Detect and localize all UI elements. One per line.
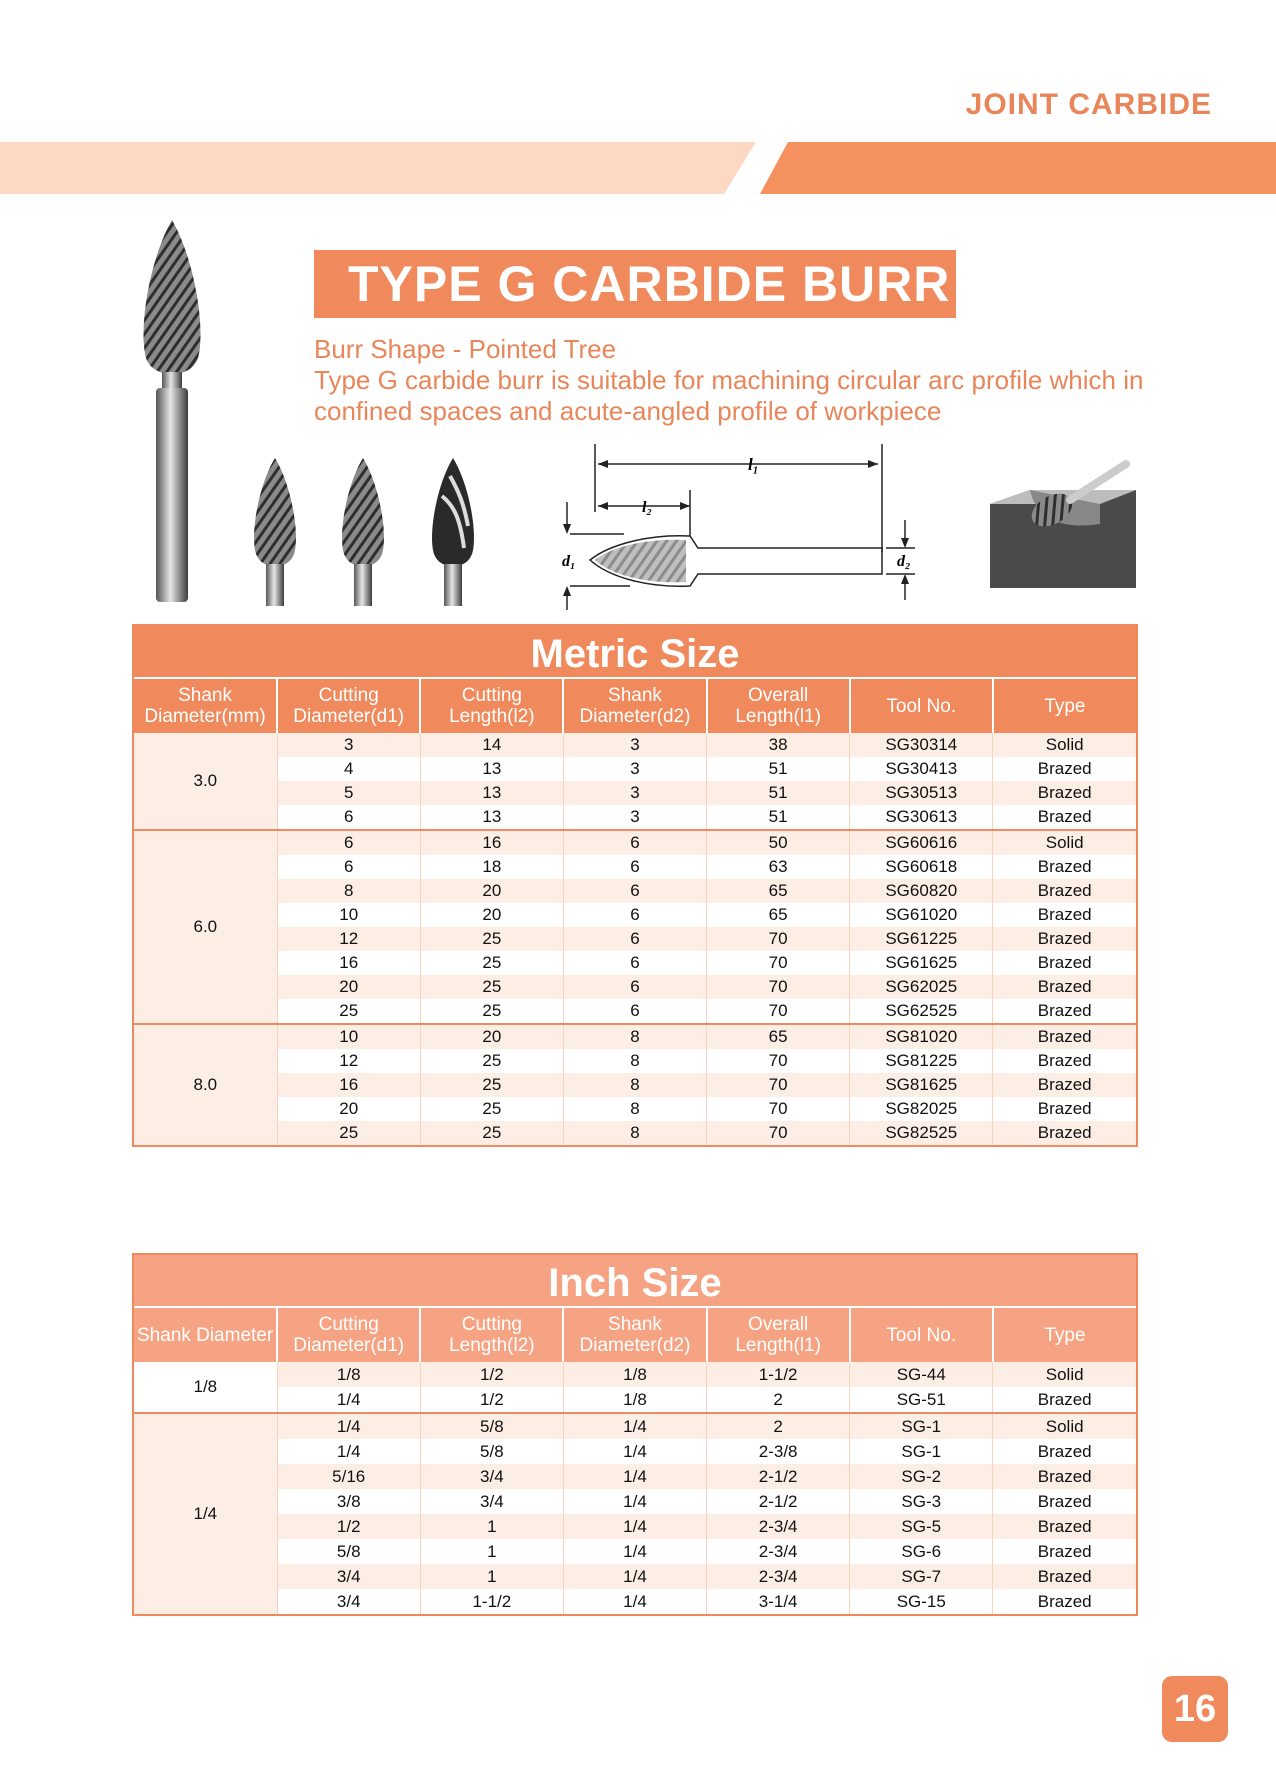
table-cell: 6 [563, 855, 706, 879]
table-cell: 2-3/4 [707, 1539, 850, 1564]
table-cell: 70 [707, 1121, 850, 1145]
inch-header-0: Shank Diameter [134, 1308, 277, 1362]
inch-header-5: Tool No. [850, 1308, 993, 1362]
metric-table-title: Metric Size [134, 626, 1136, 679]
table-cell: 65 [707, 1024, 850, 1049]
table-row [134, 1589, 1136, 1614]
table-cell: Brazed [993, 975, 1136, 999]
table-cell: 5 [277, 781, 420, 805]
table-cell: 18 [420, 855, 563, 879]
metric-header-1: Cutting Diameter(d1) [277, 679, 420, 733]
table-cell: 70 [707, 927, 850, 951]
table-cell: 13 [420, 805, 563, 830]
table-cell: 1/4 [563, 1439, 706, 1464]
table-cell: Brazed [993, 1121, 1136, 1145]
table-cell: 3 [563, 733, 706, 757]
table-cell: 70 [707, 951, 850, 975]
inch-header-3: Shank Diameter(d2) [563, 1308, 706, 1362]
table-cell: 1/4 [563, 1413, 706, 1439]
table-cell: 25 [420, 951, 563, 975]
table-cell: 2 [707, 1387, 850, 1413]
table-cell: Brazed [993, 1464, 1136, 1489]
table-cell: 1/8 [277, 1362, 420, 1387]
table-cell: 16 [277, 1073, 420, 1097]
table-cell: SG-51 [850, 1387, 993, 1413]
table-cell: Brazed [1037, 1541, 1092, 1561]
table-cell: Brazed [1037, 857, 1092, 876]
table-cell: 3-1/4 [707, 1589, 850, 1614]
table-cell: SG-44 [850, 1362, 993, 1387]
metric-header-3: Shank Diameter(d2) [563, 679, 706, 733]
table-cell: 3 [277, 733, 420, 757]
table-cell: Brazed [1037, 905, 1092, 924]
table-cell: 1/4 [563, 1489, 706, 1514]
table-cell: Brazed [993, 1564, 1136, 1589]
table-cell: 2-3/4 [707, 1564, 850, 1589]
table-cell: 1-1/2 [707, 1362, 850, 1387]
table-row [134, 1073, 1136, 1097]
label-d1: d₁ [562, 553, 576, 570]
table-cell: 5/16 [277, 1464, 420, 1489]
inch-header-2: Cutting Length(l2) [420, 1308, 563, 1362]
table-cell: 14 [420, 733, 563, 757]
table-cell: 70 [707, 1049, 850, 1073]
table-cell: SG-3 [850, 1489, 993, 1514]
description-line-1: Type G carbide burr is suitable for machining circular arc profile which in [314, 365, 1144, 395]
table-cell: Solid [993, 733, 1136, 757]
table-cell: 1/4 [277, 1439, 420, 1464]
small-burr-image-1 [246, 456, 304, 606]
table-cell: 50 [707, 830, 850, 855]
description [314, 334, 1214, 427]
inch-header-1: Cutting Diameter(d1) [277, 1308, 420, 1362]
table-cell: 8 [563, 1049, 706, 1073]
table-cell: 1/4 [563, 1539, 706, 1564]
table-cell: 20 [420, 1024, 563, 1049]
workpiece-illustration [990, 460, 1136, 588]
table-row [134, 781, 1136, 805]
table-cell: SG-1 [850, 1413, 993, 1439]
table-cell: 6 [563, 951, 706, 975]
burr-shape-text: Burr Shape - Pointed Tree [314, 334, 617, 364]
table-cell: SG62525 [850, 999, 993, 1024]
table-cell: Brazed [1037, 1491, 1092, 1511]
table-cell: 6 [277, 830, 420, 855]
table-cell: SG-6 [850, 1539, 993, 1564]
table-cell: 1/8 [563, 1387, 706, 1413]
table-cell: SG-7 [850, 1564, 993, 1589]
table-cell: 4 [277, 757, 420, 781]
table-cell: SG60618 [850, 855, 993, 879]
table-cell: 51 [707, 805, 850, 830]
table-cell: Brazed [993, 1073, 1136, 1097]
table-cell: SG30613 [850, 805, 993, 830]
table-row [134, 757, 1136, 781]
table-cell: 8 [563, 1024, 706, 1049]
label-l1: l₁ [748, 455, 759, 474]
description-line-2: confined spaces and acute-angled profile of workpiece [314, 396, 942, 426]
table-cell: SG60616 [850, 830, 993, 855]
table-cell: 1 [420, 1564, 563, 1589]
table-row [134, 1514, 1136, 1539]
table-cell: 3/4 [420, 1464, 563, 1489]
small-burr-image-2 [334, 456, 392, 606]
table-cell: 8 [563, 1073, 706, 1097]
shank-group-cell: 1/8 [134, 1362, 277, 1413]
table-row [134, 1464, 1136, 1489]
table-row [134, 951, 1136, 975]
table-cell: 3/4 [277, 1589, 420, 1614]
table-cell: 6 [563, 903, 706, 927]
table-row [134, 1413, 1136, 1439]
table-cell: 5/8 [277, 1539, 420, 1564]
table-cell: 12 [277, 1049, 420, 1073]
table-cell: 3 [563, 757, 706, 781]
table-cell: 65 [707, 879, 850, 903]
table-cell: 13 [420, 757, 563, 781]
header-band [0, 142, 1276, 194]
table-cell: SG-5 [850, 1514, 993, 1539]
table-row [134, 855, 1136, 879]
table-cell: SG81225 [850, 1049, 993, 1073]
large-burr-image [136, 218, 208, 604]
table-cell: 25 [420, 1097, 563, 1121]
shank-group-cell: 1/4 [134, 1413, 277, 1614]
table-cell: 1/4 [563, 1589, 706, 1614]
table-cell: 25 [420, 999, 563, 1024]
table-cell: 1/2 [420, 1387, 563, 1413]
table-cell: 2-1/2 [707, 1464, 850, 1489]
table-cell: Brazed [1037, 1051, 1092, 1070]
table-cell: 1/4 [277, 1387, 420, 1413]
table-cell: Brazed [993, 1024, 1136, 1049]
table-row [134, 733, 1136, 757]
table-cell: 6 [563, 830, 706, 855]
table-cell: Solid [993, 1413, 1136, 1439]
table-cell: SG-2 [850, 1464, 993, 1489]
table-row [134, 879, 1136, 903]
table-cell: SG82025 [850, 1097, 993, 1121]
table-cell: 70 [707, 999, 850, 1024]
table-cell: 25 [277, 1121, 420, 1145]
table-cell: SG61625 [850, 951, 993, 975]
table-cell: 2-3/8 [707, 1439, 850, 1464]
table-cell: Brazed [993, 781, 1136, 805]
table-cell: 16 [420, 830, 563, 855]
table-cell: Brazed [1037, 807, 1092, 826]
table-cell: 1-1/2 [420, 1589, 563, 1614]
table-cell: 3 [563, 781, 706, 805]
table-row [134, 1121, 1136, 1145]
table-cell: Brazed [993, 879, 1136, 903]
table-cell: 3/8 [277, 1489, 420, 1514]
table-cell: 51 [707, 757, 850, 781]
table-cell: SG62025 [850, 975, 993, 999]
table-cell: 25 [420, 1121, 563, 1145]
table-cell: Brazed [1037, 1001, 1092, 1020]
table-cell: SG30513 [850, 781, 993, 805]
table-cell: 25 [277, 999, 420, 1024]
table-cell: SG-1 [850, 1439, 993, 1464]
table-cell: 1/4 [563, 1464, 706, 1489]
table-row [134, 1439, 1136, 1464]
table-row [134, 830, 1136, 855]
inch-header-4: Overall Length(l1) [707, 1308, 850, 1362]
table-row [134, 927, 1136, 951]
table-row [134, 999, 1136, 1024]
inch-size-table [132, 1253, 1138, 1616]
table-cell: 38 [707, 733, 850, 757]
table-cell: 6 [277, 855, 420, 879]
table-cell: SG61225 [850, 927, 993, 951]
table-cell: 13 [420, 781, 563, 805]
dimension-diagram [550, 440, 930, 620]
table-row [134, 1097, 1136, 1121]
table-cell: 1 [420, 1539, 563, 1564]
table-cell: SG30314 [850, 733, 993, 757]
metric-size-table [132, 624, 1138, 1147]
table-cell: 10 [277, 1024, 420, 1049]
table-cell: 3/4 [420, 1489, 563, 1514]
table-cell: 6 [563, 975, 706, 999]
table-cell: Brazed [1037, 1099, 1092, 1118]
table-cell: 70 [707, 1097, 850, 1121]
table-cell: 1 [420, 1514, 563, 1539]
table-cell: SG61020 [850, 903, 993, 927]
table-cell: 8 [563, 1097, 706, 1121]
table-cell: 10 [277, 903, 420, 927]
metric-header-0: Shank Diameter(mm) [134, 679, 277, 733]
table-cell: Brazed [1037, 1389, 1092, 1409]
table-cell: 70 [707, 975, 850, 999]
table-cell: 6 [563, 879, 706, 903]
table-row [134, 805, 1136, 830]
table-cell: SG60820 [850, 879, 993, 903]
table-row [134, 1024, 1136, 1049]
table-cell: 6 [563, 927, 706, 951]
table-row [134, 1539, 1136, 1564]
table-cell: 20 [277, 975, 420, 999]
table-cell: 1/2 [420, 1362, 563, 1387]
label-d2: d₂ [897, 553, 911, 570]
table-row [134, 1387, 1136, 1413]
brand-name: JOINT CARBIDE [965, 88, 1212, 121]
table-cell: 6 [277, 805, 420, 830]
table-cell: Brazed [993, 1514, 1136, 1539]
table-cell: 65 [707, 903, 850, 927]
table-cell: 2 [707, 1413, 850, 1439]
label-l2: l₂ [642, 499, 653, 516]
shank-group-cell: 3.0 [134, 733, 277, 830]
small-burr-image-3 [424, 456, 482, 606]
table-cell: 1/4 [563, 1564, 706, 1589]
inch-table-title: Inch Size [134, 1255, 1136, 1308]
metric-header-5: Tool No. [850, 679, 993, 733]
table-cell: 51 [707, 781, 850, 805]
table-row [134, 1049, 1136, 1073]
table-cell: 70 [707, 1073, 850, 1097]
table-cell: SG81625 [850, 1073, 993, 1097]
table-cell: SG82525 [850, 1121, 993, 1145]
table-cell: 25 [420, 1049, 563, 1073]
table-cell: 12 [277, 927, 420, 951]
table-cell: 20 [420, 903, 563, 927]
table-row [134, 1564, 1136, 1589]
table-cell: 3 [563, 805, 706, 830]
table-cell: 1/4 [277, 1413, 420, 1439]
table-cell: 25 [420, 1073, 563, 1097]
table-cell: 2-1/2 [707, 1489, 850, 1514]
table-row [134, 1489, 1136, 1514]
table-cell: Brazed [1037, 759, 1092, 778]
table-cell: Solid [993, 830, 1136, 855]
table-cell: 20 [420, 879, 563, 903]
table-cell: 3/4 [277, 1564, 420, 1589]
table-cell: 63 [707, 855, 850, 879]
table-cell: 20 [277, 1097, 420, 1121]
table-cell: Brazed [1037, 1441, 1092, 1461]
table-cell: Brazed [1037, 1591, 1092, 1611]
shank-group-cell: 6.0 [134, 830, 277, 1024]
table-row [134, 975, 1136, 999]
table-row [134, 1362, 1136, 1387]
metric-header-4: Overall Length(l1) [707, 679, 850, 733]
table-cell: 25 [420, 975, 563, 999]
table-cell: 25 [420, 927, 563, 951]
table-cell: 16 [277, 951, 420, 975]
table-cell: Brazed [1037, 953, 1092, 972]
table-cell: 1/8 [563, 1362, 706, 1387]
inch-header-6: Type [993, 1308, 1136, 1362]
table-cell: Brazed [993, 927, 1136, 951]
table-cell: SG30413 [850, 757, 993, 781]
table-cell: Solid [993, 1362, 1136, 1387]
metric-header-2: Cutting Length(l2) [420, 679, 563, 733]
page-number: 16 [1162, 1676, 1228, 1742]
table-cell: 8 [563, 1121, 706, 1145]
table-cell: 2-3/4 [707, 1514, 850, 1539]
table-cell: 6 [563, 999, 706, 1024]
table-cell: 1/2 [277, 1514, 420, 1539]
shank-group-cell: 8.0 [134, 1024, 277, 1145]
metric-header-6: Type [993, 679, 1136, 733]
table-cell: 1/4 [563, 1514, 706, 1539]
table-cell: 5/8 [420, 1439, 563, 1464]
table-cell: 8 [277, 879, 420, 903]
table-cell: 5/8 [420, 1413, 563, 1439]
table-cell: SG-15 [850, 1589, 993, 1614]
table-row [134, 903, 1136, 927]
table-cell: SG81020 [850, 1024, 993, 1049]
page-title: TYPE G CARBIDE BURR [314, 250, 956, 318]
